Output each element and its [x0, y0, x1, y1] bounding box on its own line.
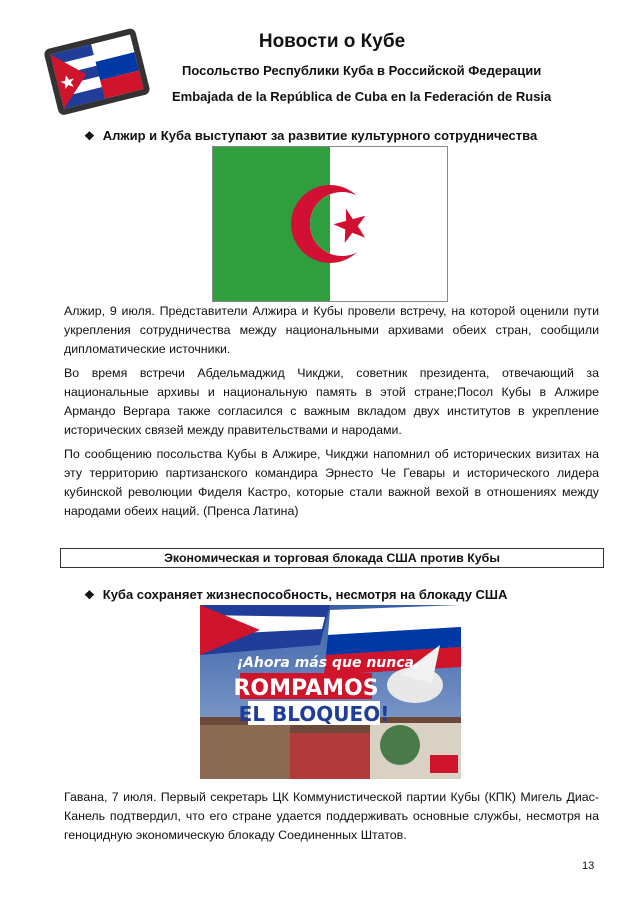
- embassy-name-es: Embajada de la República de Cuba en la Federación de Rusia: [172, 89, 552, 104]
- section-heading: Экономическая и торговая блокада США против Кубы: [60, 548, 604, 568]
- blockade-poster-image: [200, 605, 461, 779]
- article-paragraph: Алжир, 9 июля. Представители Алжира и Кубы провели встречу, на которой оценили пути укрепления сотрудничества между национальными архивами обеих стран, сообщили дипломатические источники.: [64, 304, 599, 356]
- algeria-flag-image: [212, 146, 448, 302]
- poster-slogan-line1: ¡Ahora más que nunca,: [236, 655, 420, 671]
- article-headline: [84, 587, 507, 602]
- article-paragraph: По сообщению посольства Кубы в Алжире, Чикджи напомнил об исторических визитах на эту территорию партизанского командира Эрнесто Че Гевары и исторического лидера кубинской революции Фиделя Кастро, которые стали важной вехой в отношениях между народами обеих наций. (Пренса Латина): [64, 447, 599, 518]
- article-paragraph: Во время встречи Абдельмаджид Чикджи, советник президента, отвечающий за национальные архивы и национальную память в этой стране;Посол Кубы в Алжире Армандо Вергара также согласился с важным вкладом двух институтов в укрепление исторических связей между правительствами и народами.: [64, 366, 599, 437]
- poster-slogan-line3: EL BLOQUEO!: [238, 702, 390, 726]
- article-paragraph: Гавана, 7 июля. Первый секретарь ЦК Коммунистической партии Кубы (КПК) Мигель Диас-Канель подтвердил, что его стране удается поддерживать основные службы, несмотря на геноцидную экономическую блокаду Соединенных Штатов.: [64, 790, 599, 842]
- bullet-diamond-icon: ❖: [84, 588, 95, 602]
- headline-text: Алжир и Куба выступают за развитие культурного сотрудничества: [102, 128, 538, 143]
- article-headline: [84, 128, 537, 143]
- page-title: Новости о Кубе: [258, 31, 406, 52]
- bullet-diamond-icon: ❖: [84, 129, 95, 143]
- headline-text: Куба сохраняет жизнеспособность, несмотря на блокаду США: [102, 587, 508, 602]
- embassy-name-ru: Посольство Республики Куба в Российской Федерации: [182, 63, 542, 78]
- poster-slogan-line2: ROMPAMOS: [233, 676, 379, 701]
- page-number: 13: [582, 860, 595, 872]
